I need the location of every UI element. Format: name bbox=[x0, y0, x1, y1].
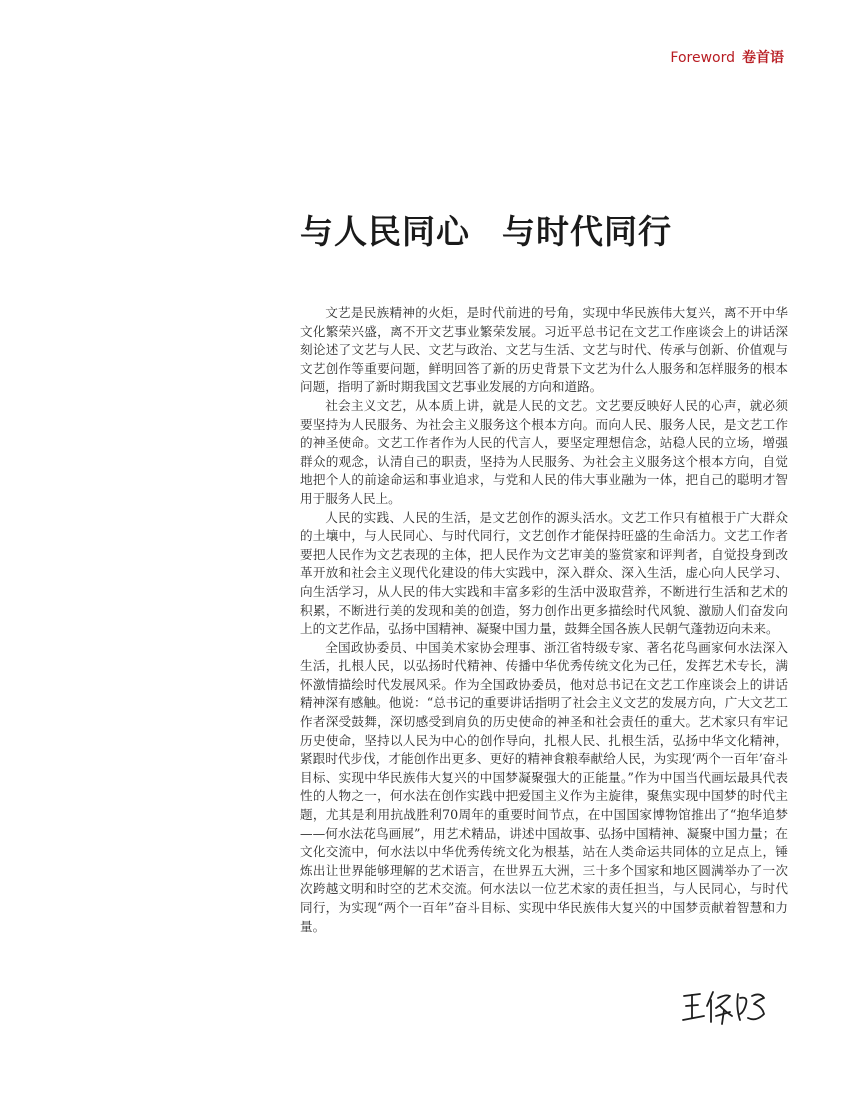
article-body bbox=[300, 304, 788, 936]
page-title bbox=[300, 208, 672, 256]
paragraph-2: 社会主义文艺，从本质上讲，就是人民的文艺。文艺要反映好人民的心声，就必须要坚持为人民服务、为社会主义服务这个根本方向。而向人民、服务人民，是文艺工作的神圣使命。文艺工作者作为人民的代言人，要坚定理想信念，站稳人民的立场，增强群众的观念，认清自己的职责，坚持为人民服务、为社会主义服务这个根本方向，自觉地把个人的前途命运和事业追求，与党和人民的伟大事业融为一体，把自己的聪明才智用于服务人民上。 bbox=[300, 397, 788, 506]
paragraph-3: 人民的实践、人民的生活，是文艺创作的源头活水。文艺工作只有植根于广大群众的土壤中，与人民同心、与时代同行，文艺创作才能保持旺盛的生命活力。文艺工作者要把人民作为文艺表现的主体，把人民作为文艺审美的鉴赏家和评判者，自觉投身到改革开放和社会主义现代化建设的伟大实践中，深入群众、深入生活，虚心向人民学习、向生活学习，从人民的伟大实践和丰富多彩的生活中汲取营养，不断进行生活和艺术的积累，不断进行美的发现和美的创造，努力创作出更多描绘时代风貌、激励人们奋发向上的文艺作品，弘扬中国精神、凝聚中国力量，鼓舞全国各族人民朝气蓬勃迈向未来。 bbox=[300, 509, 788, 637]
paragraph-1: 文艺是民族精神的火炬，是时代前进的号角，实现中华民族伟大复兴，离不开中华文化繁荣兴盛，离不开文艺事业繁荣发展。习近平总书记在文艺工作座谈会上的讲话深刻论述了文艺与人民、文艺与政治、文艺与生活、文艺与时代、传承与创新、价值观与文艺创作等重要问题，鲜明回答了新的历史背景下文艺为什么人服务和怎样服务的根本问题，指明了新时期我国文艺事业发展的方向和道路。 bbox=[300, 305, 788, 395]
signature-icon bbox=[680, 986, 770, 1032]
title-part-1: 与人民同心 bbox=[300, 212, 470, 251]
header-english: Foreword bbox=[670, 50, 735, 66]
header-chinese: 卷首语 bbox=[742, 50, 784, 66]
handwritten-signature bbox=[680, 986, 770, 1032]
paragraph-4: 全国政协委员、中国美术家协会理事、浙江省特级专家、著名花鸟画家何水法深入生活，扎根人民，以弘扬时代精神、传播中华优秀传统文化为己任，发挥艺术专长，满怀激情描绘时代发展风采。作为全国政协委员，他对总书记在文艺工作座谈会上的讲话精神深有感触。他说：“总书记的重要讲话指明了社会主义文艺的发展方向，广大文艺工作者深受鼓舞，深切感受到肩负的历史使命的神圣和社会责任的重大。艺术家只有牢记历史使命，坚持以人民为中心的创作导向，扎根人民、扎根生活，弘扬中华文化精神，紧跟时代步伐，才能创作出更多、更好的精神食粮奉献给人民，为实现‘两个一百年’奋斗目标、实现中华民族伟大复兴的中国梦凝聚强大的正能量。”作为中国当代画坛最具代表性的人物之一，何水法在创作实践中把爱国主义作为主旋律，聚焦实现中国梦的时代主题，尤其是利用抗战胜利70周年的重要时间节点，在中国国家博物馆推出了“抱华追梦——何水法花鸟画展”，用艺术精品，讲述中国故事、弘扬中国精神、凝聚中国力量；在文化交流中，何水法以中华优秀传统文化为根基，站在人类命运共同体的立足点上，锤炼出让世界能够理解的艺术语言，在世界五大洲，三十多个国家和地区圆满举办了一次次跨越文明和时空的艺术交流。何水法以一位艺术家的责任担当，与人民同心，与时代同行，为实现“两个一百年”奋斗目标、实现中华民族伟大复兴的中国梦贡献着智慧和力量。 bbox=[300, 639, 788, 934]
title-part-2: 与时代同行 bbox=[502, 212, 672, 251]
running-header bbox=[670, 48, 784, 68]
